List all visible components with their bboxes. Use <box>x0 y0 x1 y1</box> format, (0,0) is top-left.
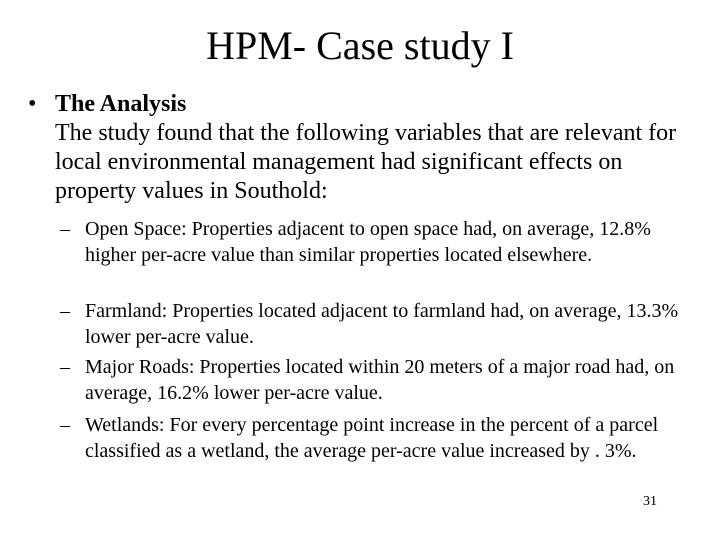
bullet-body-text: The study found that the following variables that are relevant for local environmental management had significant effects on property values in Southold: <box>55 120 677 204</box>
slide-title: HPM- Case study I <box>206 23 514 68</box>
subitem-farmland <box>60 298 680 350</box>
bullet-marker: • <box>28 91 37 117</box>
subitem-wetlands <box>60 412 680 464</box>
dash-marker: – <box>60 356 70 378</box>
subitem-text: Farmland: Properties located adjacent to farmland had, on average, 13.3% lower per-acre value. <box>85 300 679 348</box>
subitem-text: Wetlands: For every percentage point increase in the percent of a parcel classified as a wetland, the average per-acre value increased by . 3%. <box>85 414 659 462</box>
dash-marker: – <box>60 414 70 436</box>
dash-marker: – <box>60 300 70 322</box>
subitem-text: Open Space: Properties adjacent to open space had, on average, 12.8% higher per-acre value than similar properties located elsewhere. <box>85 218 651 266</box>
page-number: 31 <box>643 494 657 509</box>
bullet-heading: The Analysis <box>55 91 187 117</box>
dash-marker: – <box>60 218 70 240</box>
subitem-open-space <box>60 216 680 268</box>
subitem-major-roads <box>60 354 680 406</box>
subitem-text: Major Roads: Properties located within 20 meters of a major road had, on average, 16.2% lower per-acre value. <box>85 356 675 404</box>
